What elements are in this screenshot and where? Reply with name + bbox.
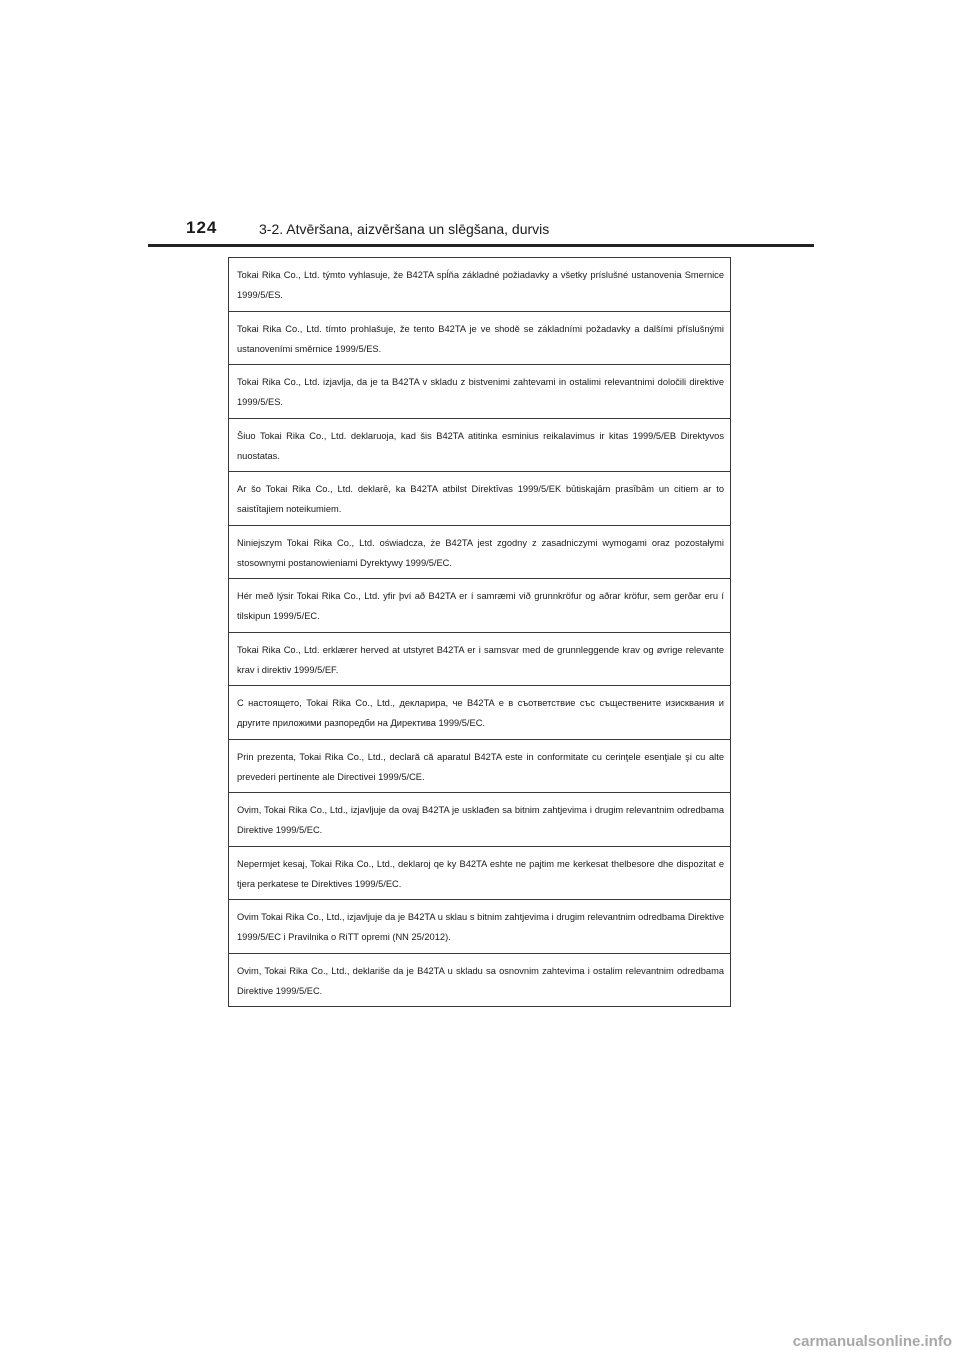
- declaration-icelandic: Hér með lýsir Tokai Rika Co., Ltd. yfir því að B42TA er í samræmi við grunnkröfur og aðrar kröfur, sem gerðar eru í tilskipun 1999/5/EC.: [229, 579, 730, 633]
- header-rule: [148, 244, 814, 247]
- declaration-lithuanian: Šiuo Tokai Rika Co., Ltd. deklaruoja, kad šis B42TA atitinka esminius reikalavimus ir kitas 1999/5/EB Direktyvos nuostatas.: [229, 419, 730, 473]
- page-header: [148, 214, 814, 248]
- declaration-slovak: Tokai Rika Co., Ltd. týmto vyhlasuje, že B42TA spĺňa základné požiadavky a všetky príslušné ustanovenia Smernice 1999/5/ES.: [229, 258, 730, 312]
- declaration-croatian: Ovim Tokai Rika Co., Ltd., izjavljuje da je B42TA u sklau s bitnim zahtjevima i drugim relevantnim odredbama Direktive 1999/5/EC i Pravilnika o RiTT opremi (NN 25/2012).: [229, 900, 730, 954]
- declaration-polish: Niniejszym Tokai Rika Co., Ltd. oświadcza, że B42TA jest zgodny z zasadniczymi wymogami oraz pozostałymi stosownymi postanowieniami Dyrektywy 1999/5/EC.: [229, 526, 730, 580]
- declaration-albanian: Nepermjet kesaj, Tokai Rika Co., Ltd., deklaroj qe ky B42TA eshte ne pajtim me kerkesat thelbesore dhe dispozitat e tjera perkatese te Direktives 1999/5/EC.: [229, 847, 730, 901]
- page-number: 124: [186, 218, 218, 237]
- declaration-serbian: Ovim, Tokai Rika Co., Ltd., deklariše da je B42TA u skladu sa osnovnim zahtevima i ostalim relevantnim odredbama Direktive 1999/5/EC.: [237, 965, 724, 996]
- declaration-czech: Tokai Rika Co., Ltd. tímto prohlašuje, že tento B42TA je ve shodě se základními požadavky a dalšími příslušnými ustanoveními směrnice 1999/5/ES.: [229, 312, 730, 366]
- declaration-latvian: Ar šo Tokai Rika Co., Ltd. deklarē, ka B42TA atbilst Direktīvas 1999/5/EK būtiskajām prasībām un citiem ar to saistītajiem noteikumiem.: [229, 472, 730, 526]
- declaration-bulgarian: С настоящето, Tokai Rika Co., Ltd., декларира, че B42TA е в съответствие със съществените изисквания и другите приложими разпоредби на Директива 1999/5/ЕС.: [229, 686, 730, 740]
- declaration-slovenian: Tokai Rika Co., Ltd. izjavlja, da je ta B42TA v skladu z bistvenimi zahtevami in ostalimi relevantnimi določili direktive 1999/5/ES.: [229, 365, 730, 419]
- declaration-bosnian: Ovim, Tokai Rika Co., Ltd., izjavljuje da ovaj B42TA je usklađen sa bitnim zahtjevima i drugim relevantnim odredbama Direktive 1999/5/EC.: [229, 793, 730, 847]
- declaration-norwegian: Tokai Rika Co., Ltd. erklærer herved at utstyret B42TA er i samsvar med de grunnleggende krav og øvrige relevante krav i direktiv 1999/5/EF.: [229, 633, 730, 687]
- watermark: carmanualsonline.info: [792, 1333, 952, 1350]
- declaration-table: [228, 257, 731, 1007]
- section-title: 3-2. Atvēršana, aizvēršana un slēgšana, durvis: [259, 221, 550, 237]
- declaration-romanian: Prin prezenta, Tokai Rika Co., Ltd., declară că aparatul B42TA este in conformitate cu cerinţele esenţiale şi cu alte prevederi pertinente ale Directivei 1999/5/CE.: [229, 740, 730, 794]
